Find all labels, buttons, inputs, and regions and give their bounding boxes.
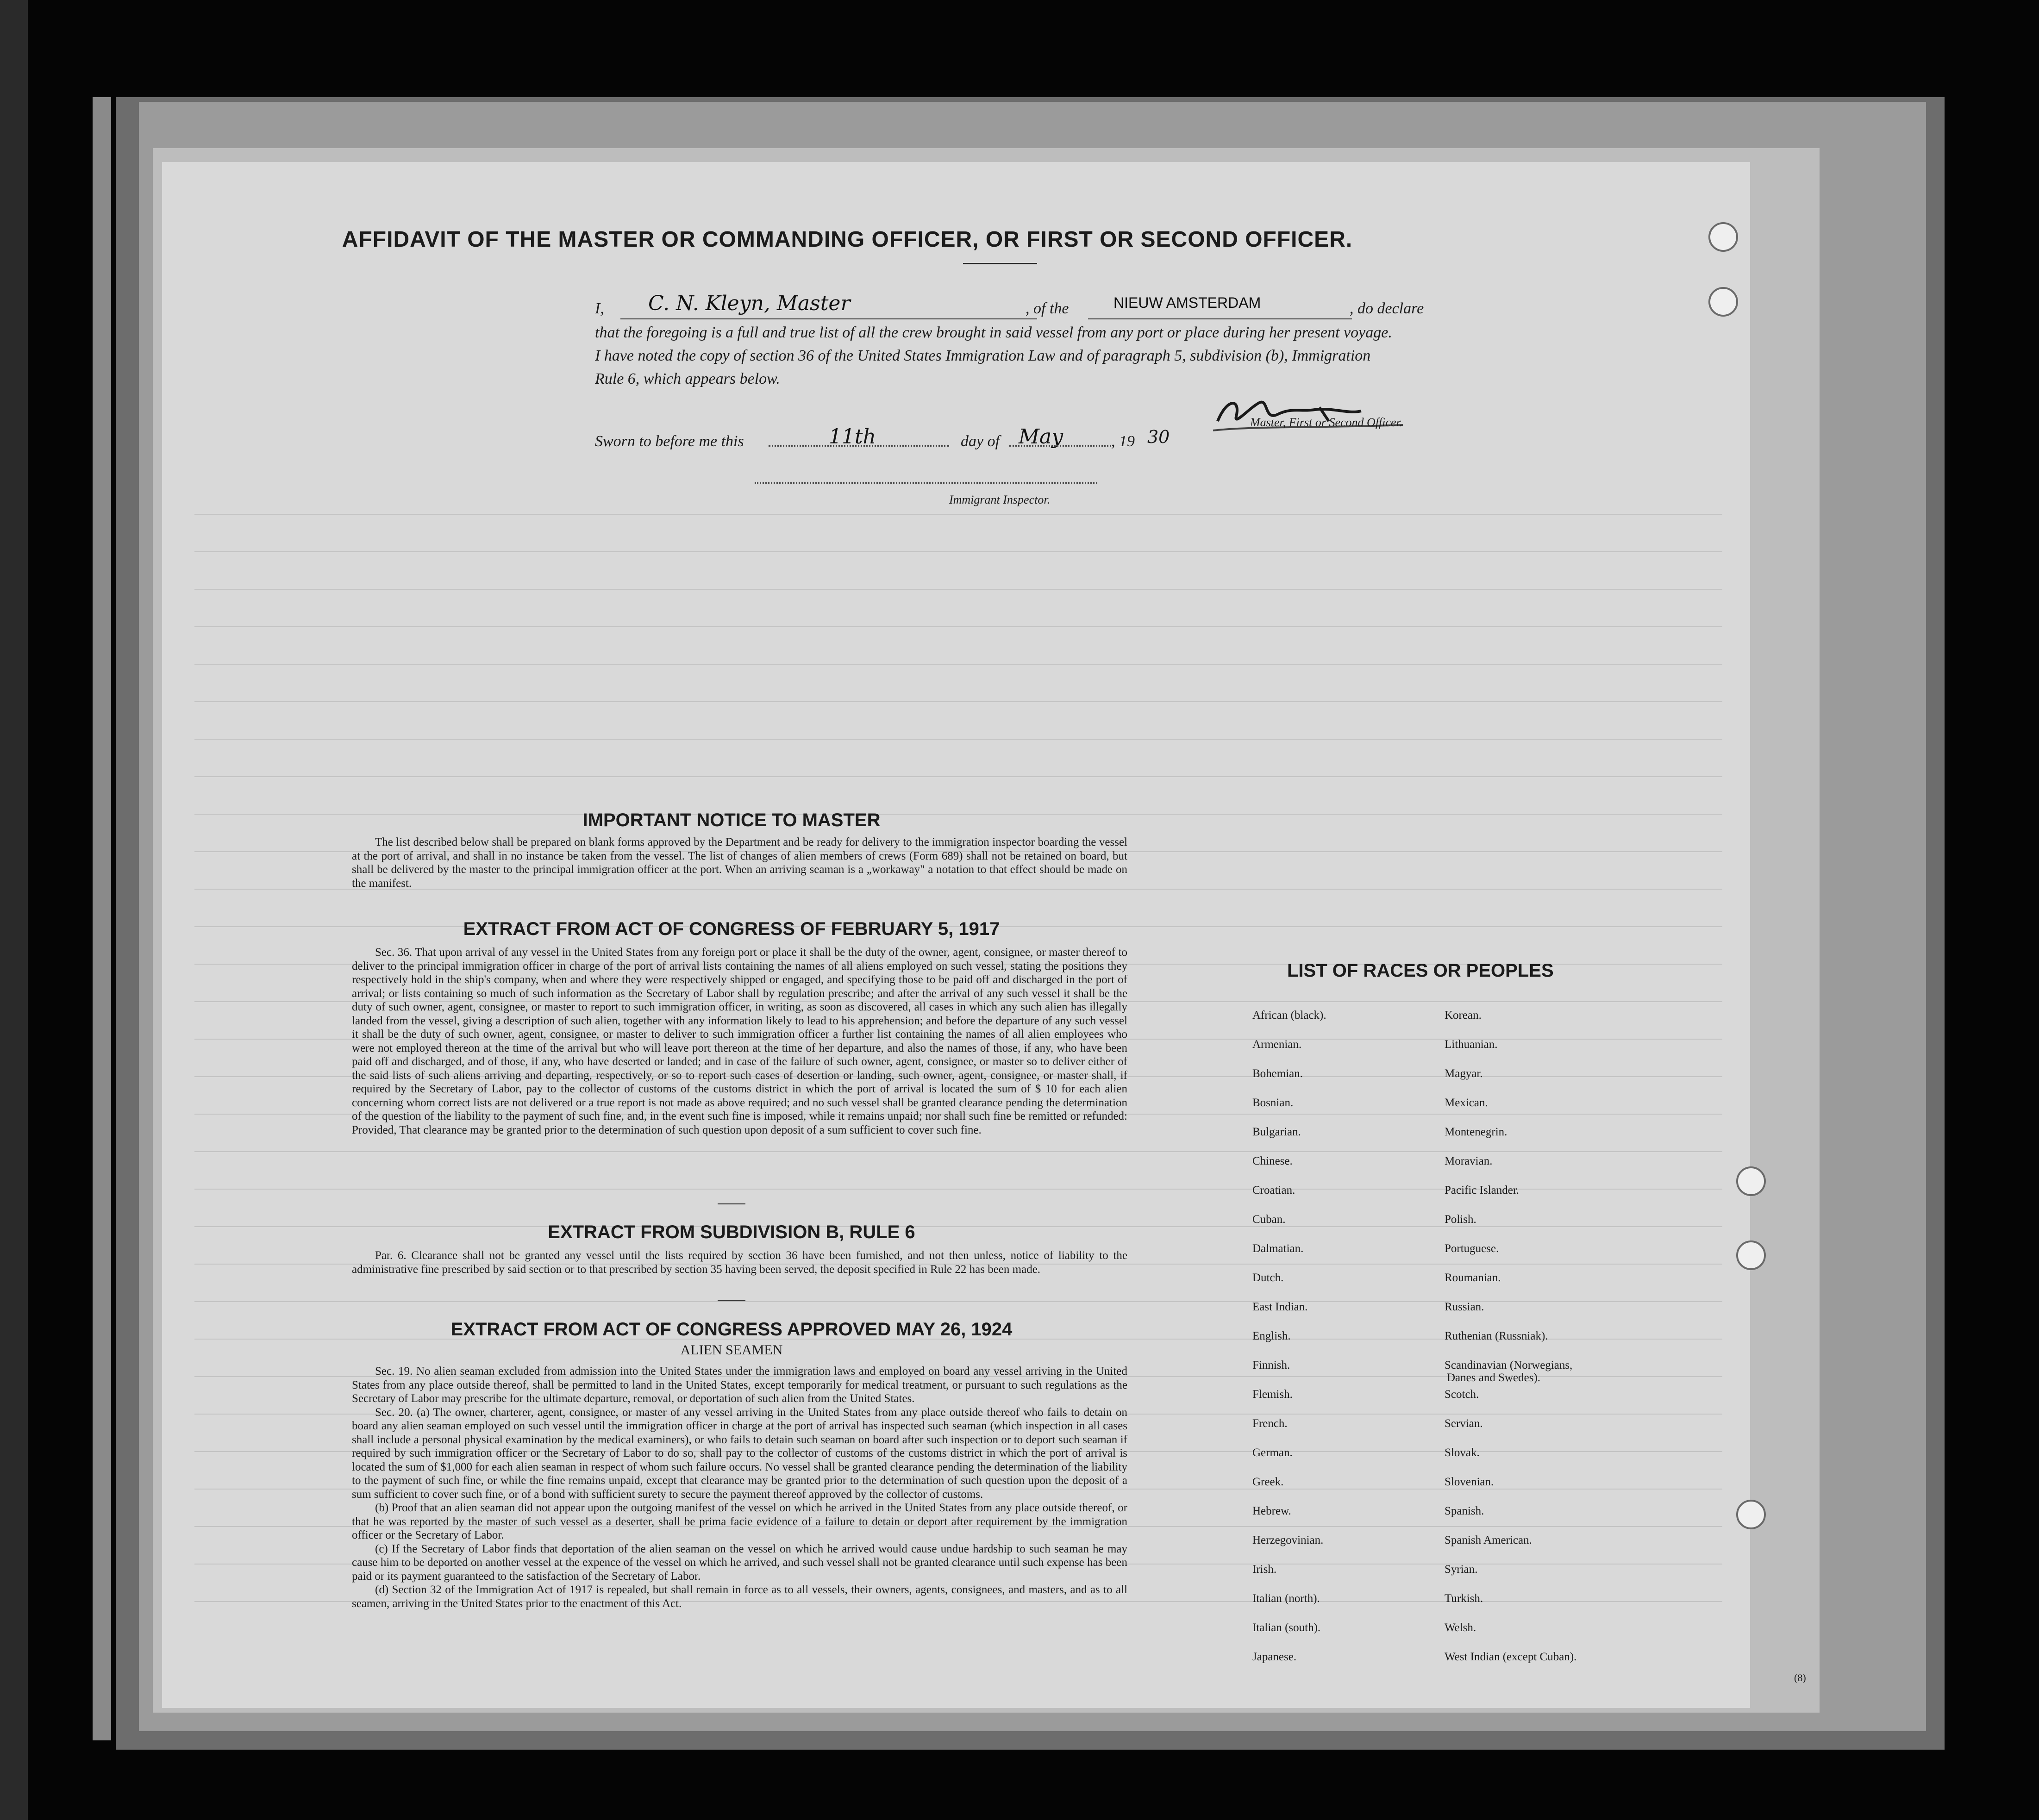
vessel-underline (1088, 318, 1352, 319)
rule6-text (352, 1249, 1127, 1276)
faint-row-line (194, 551, 1722, 552)
notice-paragraph: The list described below shall be prepared on blank forms approved by the Department and be ready for delivery to the immigration inspector boarding the vessel at the port of arrival, and shall in no instance be taken from the vessel. The list of changes of alien members of crews (Form 689) shall not be retained on board, but shall be delivered by the master to the principal immigration officer at the port. When an arriving seaman is a „workaway" a notation to that effect should be made on the manifest. (352, 836, 1127, 890)
sworn-year: 30 (1147, 427, 1170, 447)
race-item: Armenian. (1252, 1038, 1302, 1051)
punch-hole (1708, 222, 1738, 252)
race-item: Dalmatian. (1252, 1242, 1304, 1255)
race-item: Slovenian. (1445, 1476, 1494, 1488)
affidavit-line1-suffix: , do declare (1350, 300, 1424, 317)
sworn-prefix: Sworn to before me this (595, 433, 744, 450)
inspector-caption: Immigrant Inspector. (949, 493, 1051, 506)
faint-row-line (194, 664, 1722, 665)
signature-caption: Master, First or Second Officer. (1250, 416, 1403, 429)
race-item: Montenegrin. (1445, 1126, 1507, 1138)
sec20b-paragraph: (b) Proof that an alien seaman did not appear upon the outgoing manifest of the vessel on which he arrived in the United States from any place outside thereof, or that he was reported by the master of such vessel as a deserter, shall be prima facie evidence of a failure to detain or deport after requirement by the immigration officer or the Secretary of Labor. (352, 1502, 1127, 1541)
faint-row-line (194, 776, 1722, 777)
race-item: Mexican. (1445, 1097, 1488, 1109)
punch-hole (1708, 287, 1738, 317)
race-item: Spanish. (1445, 1505, 1484, 1517)
sec19-paragraph: Sec. 19. No alien seaman excluded from admission into the United States under the immigration laws and employed on board any vessel arriving in the United States from any place outside thereof, shall be permitted to land in the United States, except temporarily for medical treatment, or pursuant to such regulations as the Secretary of Labor may prescribe for the ultimate departure, removal, or deportation of such alien from the United States. (352, 1365, 1127, 1405)
race-item: French. (1252, 1417, 1288, 1430)
race-item: Cuban. (1252, 1213, 1286, 1226)
sec20a-paragraph: Sec. 20. (a) The owner, charterer, agent, consignee, or master of any vessel arriving in the United States from any place outside thereof who fails to detain on board any alien seaman employed on such vessel until the immigration officer in charge at the port of arrival has inspected such seaman (which inspection in all cases shall include a personal physical examination by the medical examiners), or who fails to detain such seaman on board after such inspection or to deport such seaman if required by such immigration officer or the Secretary of Labor to do so, shall pay to the collector of customs of the customs district in which the port of arrival is located the sum of $1,000 for each alien seaman in respect of whom such failure occurs. No vessel shall be granted clearance pending the determination of the liability to the payment of such fine, or while the fine remains unpaid, except that clearance may be granted prior to the determination of such question upon the deposit of a sum sufficient to cover such fine, or of a bond with sufficient surety to secure the payment thereof approved by the collector of customs. (352, 1406, 1127, 1501)
divider (718, 1300, 745, 1301)
inspector-dotline (755, 482, 1097, 484)
extract-1917-text (352, 946, 1127, 1137)
vessel-name: NIEUW AMSTERDAM (1113, 294, 1261, 311)
master-signature (1208, 389, 1431, 440)
race-item: German. (1252, 1446, 1293, 1459)
race-item: Italian (north). (1252, 1592, 1320, 1605)
race-item: English. (1252, 1330, 1291, 1342)
race-item: Roumanian. (1445, 1272, 1501, 1284)
notice-title: IMPORTANT NOTICE TO MASTER (582, 810, 881, 830)
race-item: West Indian (except Cuban). (1445, 1651, 1577, 1663)
race-item: Finnish. (1252, 1359, 1290, 1371)
extract-1924-title: EXTRACT FROM ACT OF CONGRESS APPROVED MAY 26, 1924 (450, 1319, 1013, 1340)
race-item: Spanish American. (1445, 1534, 1532, 1546)
notice-text (352, 835, 1127, 890)
punch-hole (1736, 1500, 1766, 1529)
race-item: Italian (south). (1252, 1621, 1321, 1634)
sworn-day: 11th (829, 425, 876, 449)
faint-row-line (194, 1151, 1722, 1152)
race-item: Polish. (1445, 1213, 1476, 1226)
faint-row-line (194, 739, 1722, 740)
month-dotline (1009, 445, 1111, 447)
race-item: Chinese. (1252, 1155, 1293, 1167)
punch-hole (1736, 1240, 1766, 1270)
race-item: Scandinavian (Norwegians, (1445, 1359, 1573, 1371)
races-title: LIST OF RACES OR PEOPLES (1287, 960, 1554, 981)
race-item: Herzegovinian. (1252, 1534, 1324, 1546)
race-item: Turkish. (1445, 1592, 1483, 1605)
race-item: Magyar. (1445, 1067, 1483, 1080)
race-item: Bosnian. (1252, 1097, 1294, 1109)
race-item: Croatian. (1252, 1184, 1295, 1197)
year-prefix: , 19 (1111, 433, 1135, 450)
race-item: Korean. (1445, 1009, 1482, 1022)
race-item: Servian. (1445, 1417, 1483, 1430)
section-36-paragraph: Sec. 36. That upon arrival of any vessel in the United States from any foreign port or place it shall be the duty of the owner, agent, consignee, or master thereof to deliver to the principal immigration officer in charge of the port of arrival lists containing the names of all aliens employed on such vessel, stating the positions they respectively hold in the ship's company, when and where they were respectively shipped or engaged, and specifying those to be paid off and discharged in the port of arrival; or lists containing so much of such information as the Secretary of Labor shall by regulation prescribe; and after the arrival of any such vessel it shall be the duty of such owner, agent, consignee, or master to report to such immigration officer, in writing, as soon as discovered, all cases in which any such alien has illegally landed from the vessel, giving a description of such alien, together with any information likely to lead to his apprehension; and before the departure of any such vessel it shall be the duty of such owner, agent, consignee, or master to deliver to such immigration officer a further list containing the names of all alien employees who were not employed thereon at the time of the arrival but who will leave port thereon at the time of her departure, and also the names of those, if any, who have been paid off and discharged, and of those, if any, who have deserted or landed; and in case of the failure of such owner, agent, consignee, or master so to deliver either of the said lists of such aliens arriving and departing, respectively, or so to report such cases of desertion or landing, such owner, agent, consignee, or master shall, if required by the Secretary of Labor, pay to the collector of customs of the customs district in which the port of arrival is located the sum of $ 10 for each alien concerning whom correct lists are not delivered or a true report is not made as above required; and no such vessel shall be granted clearance pending the determination of the question of the liability to the payment of such fine, and, in the event such fine is imposed, while it remains unpaid; nor shall such fine be remitted or refunded: Provided, That clearance may be granted prior to the determination of such question upon deposit of a sum sufficient to cover such fine. (352, 946, 1127, 1136)
sworn-month: May (1019, 425, 1063, 449)
race-item: Syrian. (1445, 1563, 1478, 1576)
punch-hole (1736, 1166, 1766, 1196)
race-item: Hebrew. (1252, 1505, 1291, 1517)
master-name: C. N. Kleyn, Master (648, 292, 851, 315)
scan-border-left (0, 0, 28, 1820)
race-item: Scotch. (1445, 1388, 1479, 1401)
form-ref: (8) (1794, 1672, 1806, 1683)
race-item: Bulgarian. (1252, 1126, 1301, 1138)
divider (718, 1203, 745, 1204)
extract-1924-text (352, 1365, 1127, 1610)
extract-1917-title: EXTRACT FROM ACT OF CONGRESS OF FEBRUARY 5, 1917 (463, 919, 1000, 939)
race-item: Flemish. (1252, 1388, 1293, 1401)
name-underline (620, 318, 1037, 319)
sheet-edge (93, 97, 111, 1740)
race-item: Pacific Islander. (1445, 1184, 1520, 1197)
faint-row-line (194, 1301, 1722, 1302)
race-item: Greek. (1252, 1476, 1284, 1488)
affidavit-line1-prefix: I, (595, 300, 604, 317)
affidavit-line2: that the foregoing is a full and true list of all the crew brought in said vessel from any port or place during her present voyage. (595, 324, 1392, 341)
race-item: Lithuanian. (1445, 1038, 1498, 1051)
rule6-title: EXTRACT FROM SUBDIVISION B, RULE 6 (548, 1222, 915, 1242)
faint-row-line (194, 626, 1722, 627)
race-item: Bohemian. (1252, 1067, 1303, 1080)
day-of-label: day of (961, 433, 1000, 450)
race-item: Russian. (1445, 1301, 1484, 1313)
race-item: Welsh. (1445, 1621, 1476, 1634)
race-item: Moravian. (1445, 1155, 1493, 1167)
race-item: East Indian. (1252, 1301, 1308, 1313)
race-item: Ruthenian (Russniak). (1445, 1330, 1548, 1342)
affidavit-of-the: , of the (1026, 300, 1069, 317)
affidavit-line4: Rule 6, which appears below. (595, 370, 780, 387)
race-item: Dutch. (1252, 1272, 1284, 1284)
title-rule (963, 263, 1037, 264)
faint-row-line (194, 589, 1722, 590)
race-item: Japanese. (1252, 1651, 1297, 1663)
alien-seamen-subtitle: ALIEN SEAMEN (680, 1342, 783, 1358)
race-item: Danes and Swedes). (1447, 1371, 1541, 1384)
faint-row-line (194, 514, 1722, 515)
affidavit-line3: I have noted the copy of section 36 of the United States Immigration Law and of paragraph 5, subdivision (b), Immigration (595, 347, 1371, 364)
faint-row-line (194, 701, 1722, 702)
day-dotline (769, 445, 949, 447)
race-item: African (black). (1252, 1009, 1326, 1022)
affidavit-title: AFFIDAVIT OF THE MASTER OR COMMANDING OFFICER, OR FIRST OR SECOND OFFICER. (342, 227, 1353, 252)
rule6-paragraph: Par. 6. Clearance shall not be granted any vessel until the lists required by section 36 have been furnished, and not then unless, notice of liability to the administrative fine prescribed by said section or to that prescribed by section 35 having been served, the deposit specified in Rule 22 has been made. (352, 1249, 1127, 1276)
sec20d-paragraph: (d) Section 32 of the Immigration Act of 1917 is repealed, but shall remain in force as to all vessels, their owners, agents, consignees, and masters, and as to all seamen, arriving in the United States prior to the enactment of this Act. (352, 1583, 1127, 1610)
race-item: Portuguese. (1445, 1242, 1499, 1255)
sec20c-paragraph: (c) If the Secretary of Labor finds that deportation of the alien seaman on the vessel on which he arrived would cause undue hardship to such seaman he may cause him to be deported on another vessel at the expence of the vessel on which he arrived, and such vessel shall not be granted clearance until such expense has been paid or its payment guaranteed to the satisfaction of the Secretary of Labor. (352, 1542, 1127, 1583)
race-item: Irish. (1252, 1563, 1277, 1576)
race-item: Slovak. (1445, 1446, 1480, 1459)
